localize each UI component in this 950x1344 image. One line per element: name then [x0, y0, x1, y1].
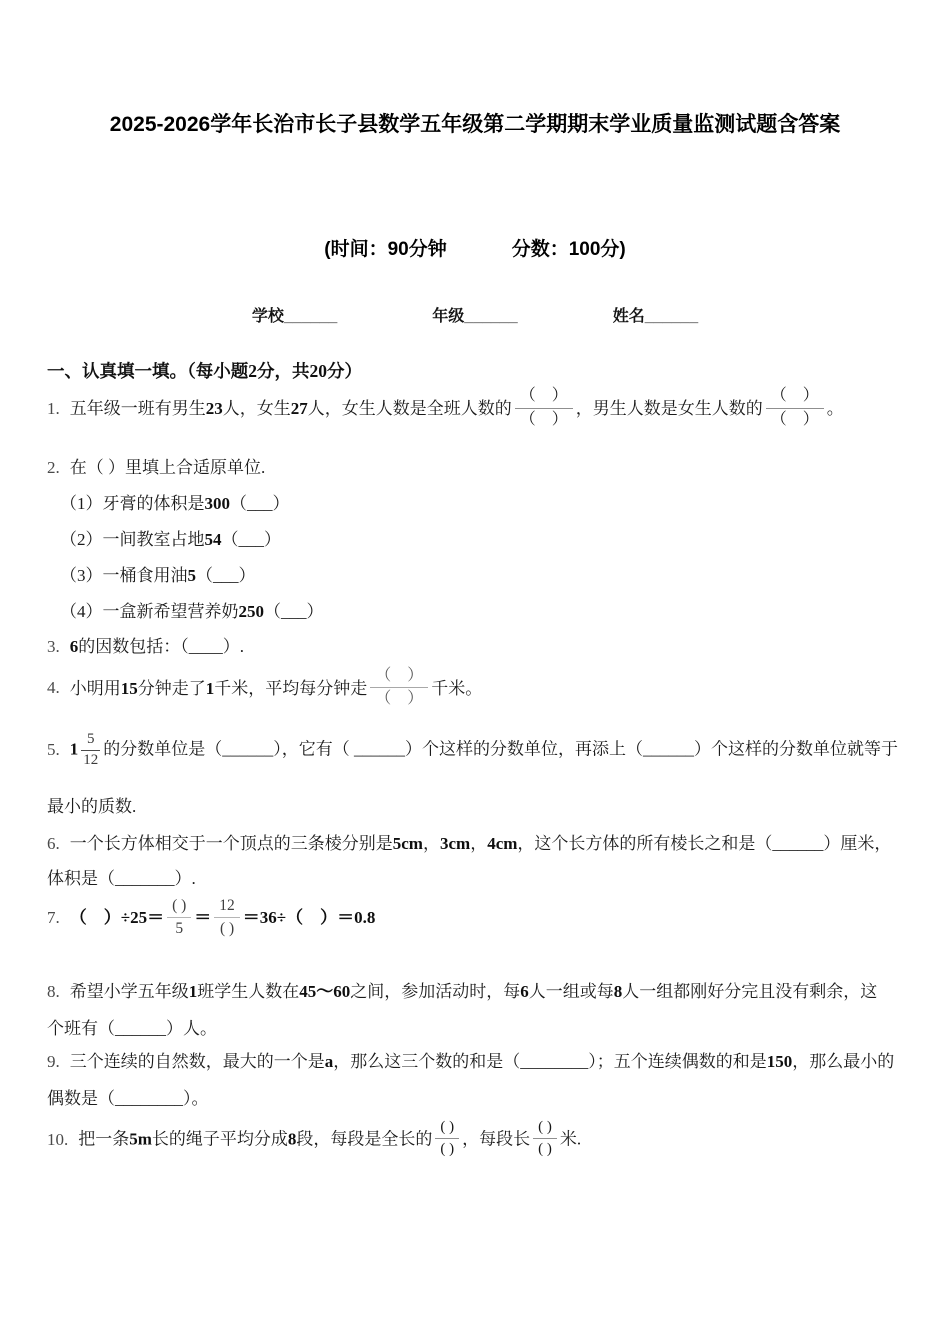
bold-variable: a: [324, 1052, 334, 1072]
bold-number: 5m: [129, 1129, 152, 1149]
item-blank: （___）: [221, 529, 281, 549]
bold-number: 45～60: [299, 982, 351, 1002]
question-7-operator: ＝36÷: [242, 907, 287, 927]
question-2-item-2: [60, 529, 903, 552]
question-1-text: 。: [826, 399, 844, 419]
fraction-blank-over-5: [167, 897, 191, 938]
bold-number: 6: [520, 982, 529, 1002]
fraction-numerator: ( ): [533, 1119, 557, 1139]
fraction-numerator: （ ）: [766, 387, 824, 408]
question-6-continuation: [47, 868, 903, 891]
bold-number: 6: [69, 636, 79, 656]
fraction-blank: [515, 387, 573, 429]
question-1: [47, 389, 903, 431]
time-label: (时间：90分钟: [324, 239, 447, 261]
question-3-number: 3.: [47, 636, 60, 656]
question-2-item-1: [60, 493, 903, 516]
question-8-text: 人一组都刚好分完且没有剩余，这: [622, 982, 878, 1002]
question-6-text: 体积是（_______）.: [47, 868, 196, 888]
question-6: [47, 833, 903, 856]
bold-number: 300: [204, 493, 230, 513]
page-title: 2025-2026学年长治市长子县数学五年级第二学期期末学业质量监测试题含答案: [109, 113, 841, 136]
question-7-blank: （ ）: [69, 907, 121, 927]
bold-number: 23: [205, 399, 223, 419]
question-6-number: 6.: [47, 833, 60, 853]
fraction-12-over-blank: [214, 897, 240, 938]
question-10: [47, 1121, 903, 1161]
item-label: （4）: [60, 601, 103, 621]
question-9-text: 三个连续的自然数，最大的一个是: [69, 1052, 325, 1072]
bold-number: 5cm: [392, 833, 423, 853]
bold-number: 8: [287, 1129, 297, 1149]
question-8-number: 8.: [47, 982, 60, 1002]
item-text: 一桶食用油: [102, 565, 188, 585]
question-8-text: 之间，参加活动时，每: [350, 982, 521, 1002]
fraction-blank: [435, 1119, 459, 1159]
fraction-denominator: ( ): [538, 1141, 552, 1158]
fraction-numerator: （ ）: [515, 387, 573, 408]
fraction-denominator: 12: [83, 751, 99, 768]
fraction-numerator: ( ): [435, 1119, 459, 1139]
fraction-blank: [370, 667, 428, 709]
item-blank: （___）: [230, 493, 290, 513]
question-8-text: 希望小学五年级: [69, 982, 189, 1002]
question-8-text: 班学生人数在: [197, 982, 300, 1002]
question-5-text: 最小的质数.: [47, 796, 137, 816]
bold-number: 150: [766, 1052, 793, 1072]
school-field: 学校______: [251, 308, 338, 326]
question-10-text: 段，每段是全长的: [296, 1129, 433, 1149]
question-6-text: ，: [422, 833, 440, 853]
fraction-numerator: 12: [214, 897, 240, 918]
question-2-item-3: [60, 565, 903, 588]
question-9-text: ，那么最小的: [792, 1052, 895, 1072]
question-4-text: 千米，平均每分钟走: [214, 678, 368, 698]
item-blank: （___）: [264, 601, 324, 621]
exam-meta-line: [47, 234, 903, 261]
question-7-operator: ＝: [194, 907, 212, 927]
question-3-text: 的因数包括：（____）.: [78, 636, 244, 656]
question-9-text: ，那么这三个数的和是（________）；五个连续偶数的和是: [333, 1052, 767, 1072]
question-4-text: 分钟走了: [137, 678, 206, 698]
bold-number: 250: [238, 601, 264, 621]
question-4-text: 小明用: [69, 678, 121, 698]
question-3: [47, 636, 903, 659]
question-10-text: 米.: [559, 1129, 582, 1149]
question-10-text: 长的绳子平均分成: [151, 1129, 288, 1149]
mixed-number-whole: 1: [69, 740, 79, 760]
bold-number: 15: [120, 678, 138, 698]
fraction-numerator: （ ）: [370, 667, 428, 688]
question-2-text: 在（ ）里填上合适原单位.: [69, 458, 266, 478]
bold-number: 27: [290, 399, 308, 419]
question-7-blank: （ ）: [286, 907, 338, 927]
bold-number: 1: [188, 982, 198, 1002]
question-2-number: 2.: [47, 458, 60, 478]
question-9: [47, 1051, 903, 1074]
question-1-text: 五年级一班有男生: [69, 399, 206, 419]
question-5-text: 的分数单位是（______），它有（ ______）个这样的分数单位，再添上（______）个这样的分数单位就等于: [103, 740, 898, 760]
bold-number: 4cm: [487, 833, 518, 853]
fraction-numerator: ( ): [167, 897, 191, 918]
item-text: 一间教室占地: [102, 529, 205, 549]
item-label: （1）: [60, 493, 103, 513]
question-1-number: 1.: [47, 399, 60, 419]
question-1-text: 人，女生人数是全班人数的: [307, 399, 512, 419]
question-7-number: 7.: [47, 907, 60, 927]
fraction-denominator: （ ）: [375, 690, 424, 708]
question-7-operator: ÷25＝: [120, 907, 165, 927]
question-2-item-4: [60, 601, 903, 624]
question-4-number: 4.: [47, 678, 60, 698]
grade-field: 年级______: [432, 308, 518, 326]
fraction-numerator: 5: [81, 731, 100, 750]
question-8-text: 个班有（______）人。: [47, 1019, 217, 1039]
fraction-denominator: （ ）: [770, 410, 819, 428]
fraction-blank: [533, 1119, 557, 1159]
question-8-continuation: [47, 1018, 903, 1041]
bold-number: 54: [204, 529, 222, 549]
question-5-continuation: [47, 796, 903, 819]
item-blank: （___）: [196, 565, 256, 585]
question-1-text: ，男生人数是女生人数的: [575, 399, 763, 419]
mixed-number-fraction: [81, 731, 100, 769]
section1-heading: 一、认真填一填。（每小题2分，共20分）: [47, 361, 362, 382]
bold-number: 3cm: [439, 833, 471, 853]
question-9-number: 9.: [47, 1052, 60, 1072]
question-6-text: 一个长方体相交于一个顶点的三条棱分别是: [69, 833, 393, 853]
question-10-text: 把一条: [78, 1129, 130, 1149]
fraction-denominator: （ ）: [519, 410, 568, 428]
question-1-text: 人，女生: [222, 399, 291, 419]
fraction-denominator: 5: [175, 919, 184, 937]
question-5-number: 5.: [47, 740, 60, 760]
score-label: 分数：100分): [511, 239, 626, 261]
item-text: 牙膏的体积是: [102, 493, 205, 513]
question-6-text: ，这个长方体的所有棱长之和是（______）厘米，: [517, 833, 892, 853]
question-4: [47, 666, 903, 711]
question-4-text: 千米。: [431, 678, 483, 698]
fraction-denominator: ( ): [440, 1141, 455, 1158]
item-text: 一盒新希望营养奶: [102, 601, 239, 621]
fraction-blank: [766, 387, 824, 429]
student-info-line: [47, 303, 903, 326]
question-7: [47, 896, 903, 940]
question-10-number: 10.: [47, 1129, 69, 1149]
bold-number: 1: [205, 678, 215, 698]
bold-number: 5: [187, 565, 196, 585]
question-2: [47, 457, 903, 480]
question-5: [47, 732, 903, 770]
item-label: （3）: [60, 565, 103, 585]
name-field: 姓名______: [612, 308, 699, 326]
fraction-denominator: ( ): [219, 919, 235, 937]
question-9-text: 偶数是（________）。: [47, 1089, 209, 1109]
question-8-text: 人一组或每: [528, 982, 614, 1002]
item-label: （2）: [60, 529, 103, 549]
question-9-continuation: [47, 1088, 903, 1111]
question-6-text: ，: [470, 833, 488, 853]
bold-number: 8: [613, 982, 623, 1002]
question-8: [47, 981, 903, 1004]
question-10-text: ，每段长: [462, 1129, 531, 1149]
question-7-result: ＝0.8: [337, 907, 376, 927]
